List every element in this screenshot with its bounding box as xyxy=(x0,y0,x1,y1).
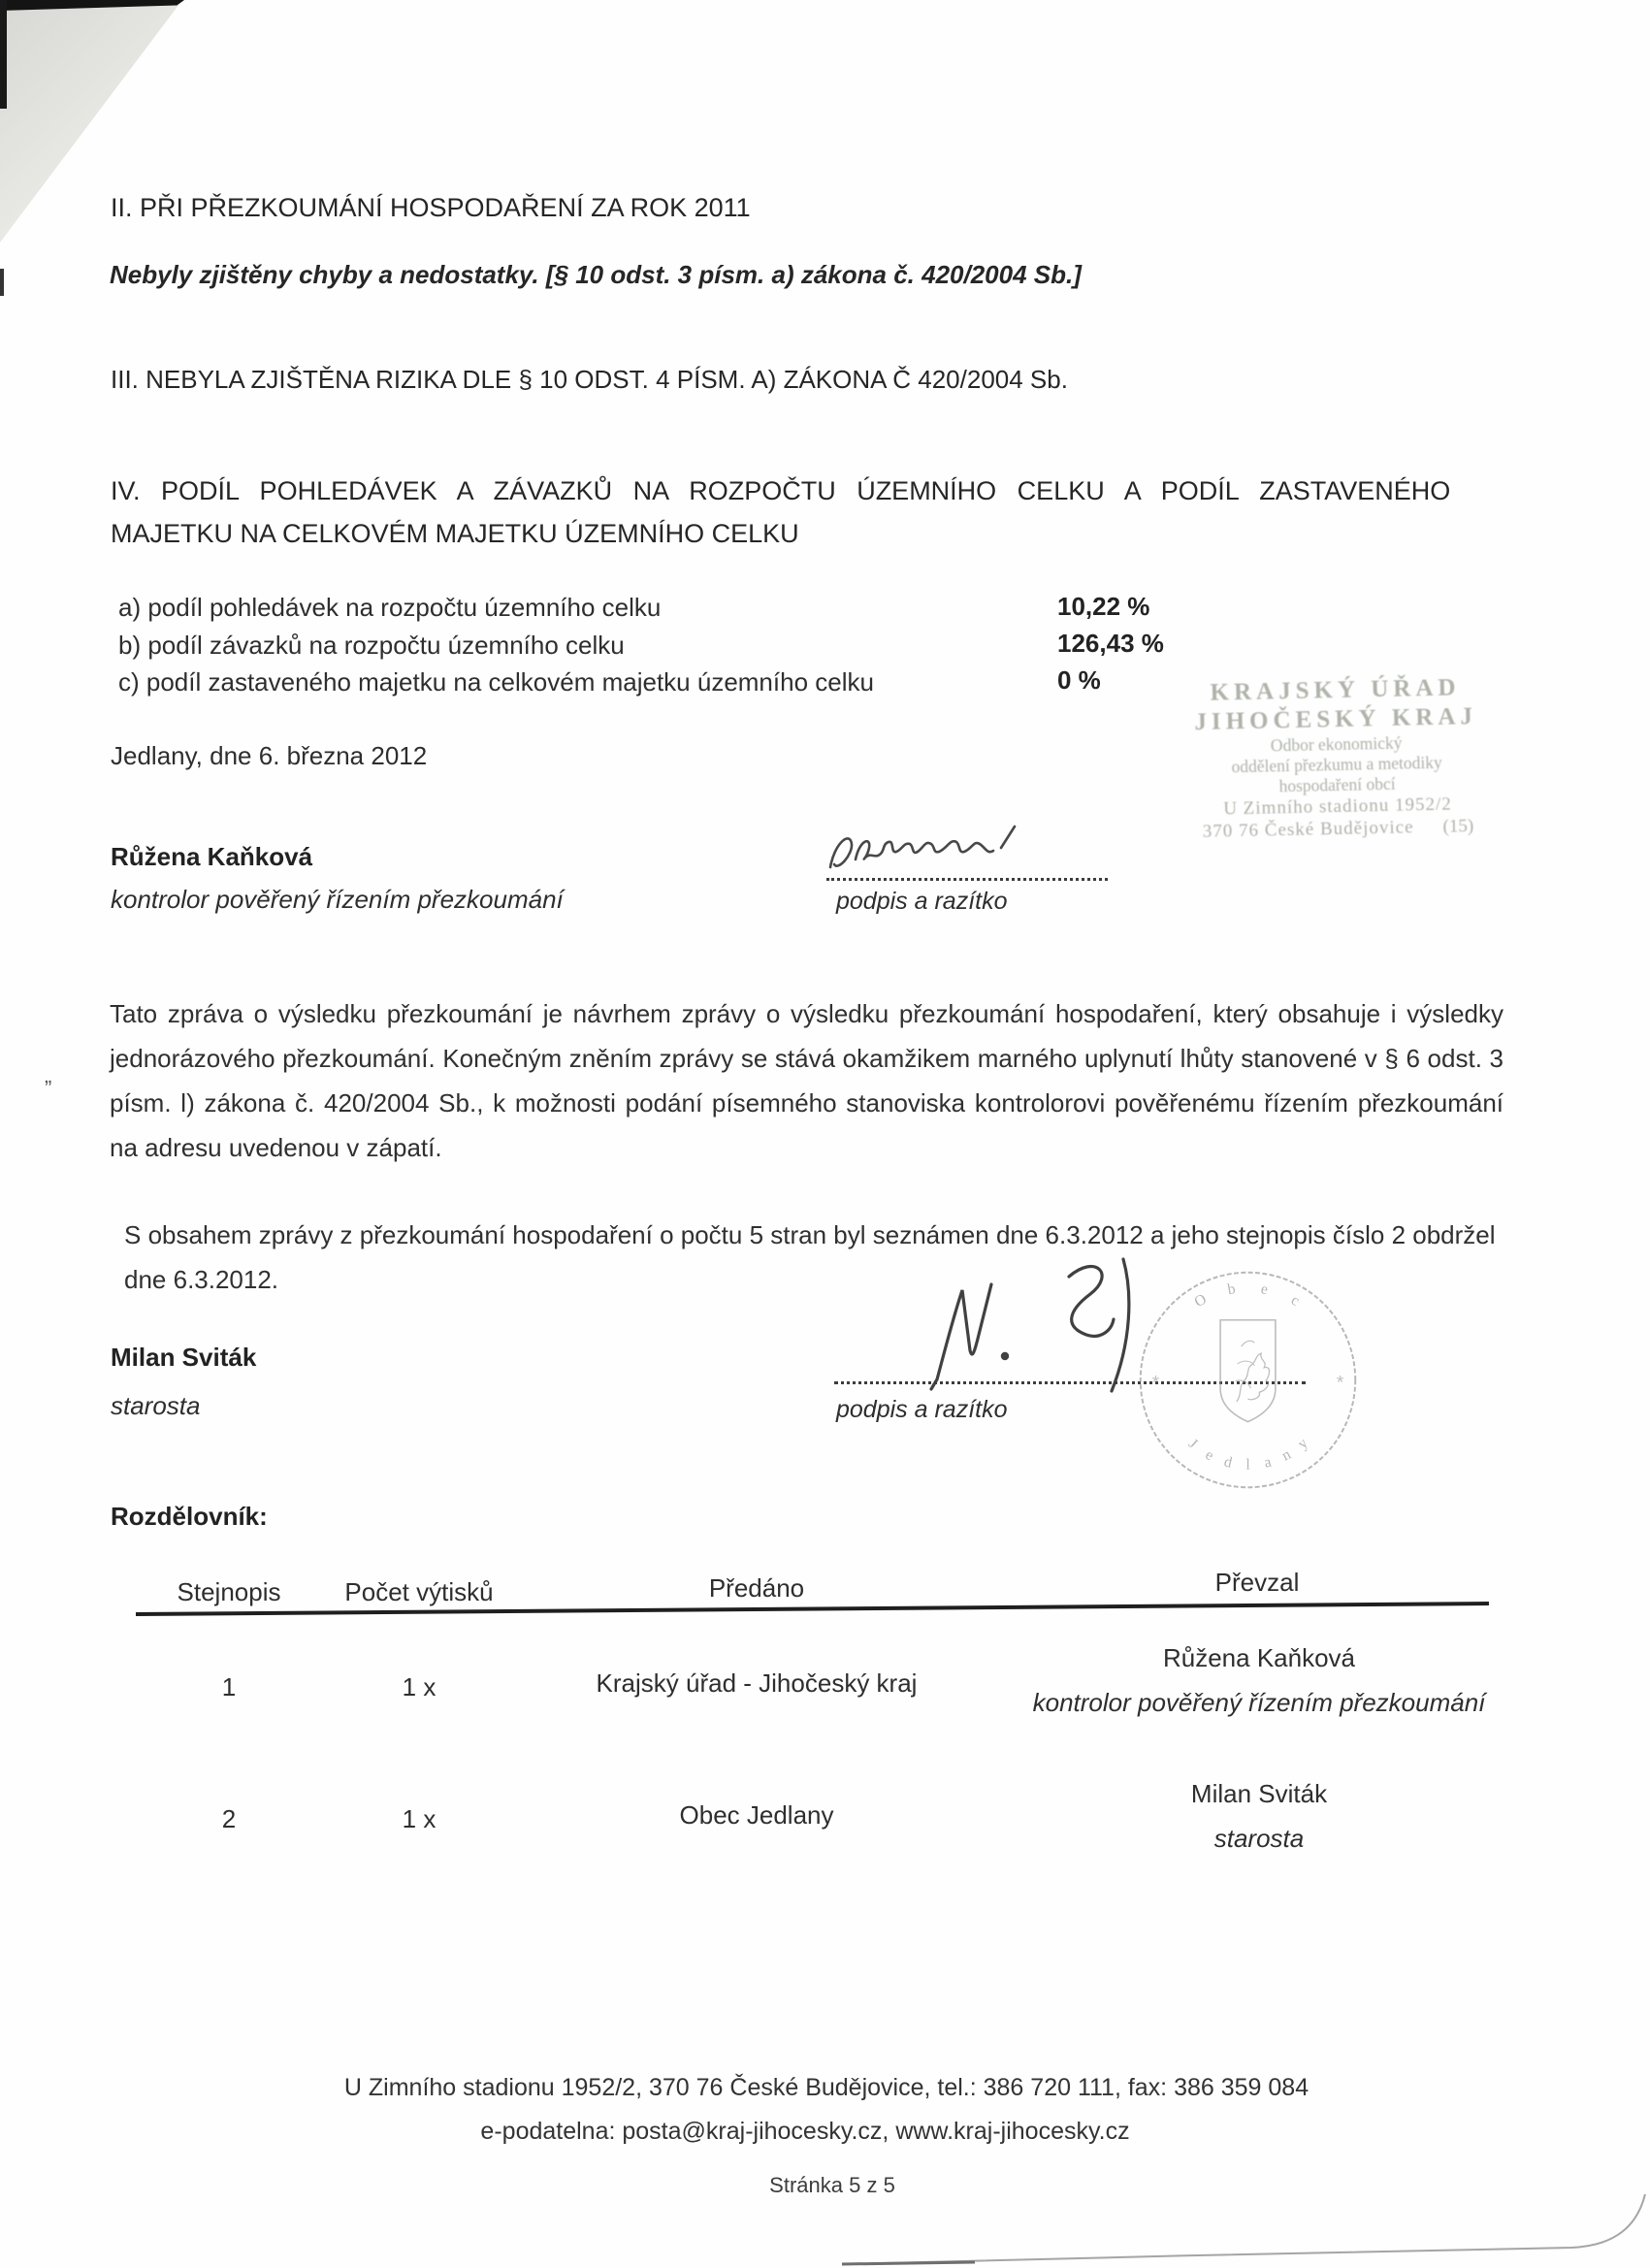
coat-of-arms-lion xyxy=(1220,1320,1276,1422)
place-date: Jedlany, dne 6. března 2012 xyxy=(111,741,428,770)
scanner-edge-bottom xyxy=(0,2183,1649,2268)
table-row-count: 1 x xyxy=(402,1672,436,1701)
regional-office-stamp xyxy=(1114,671,1559,845)
municipal-round-stamp xyxy=(1129,1261,1367,1499)
page-number: Stránka 5 z 5 xyxy=(769,2173,895,2197)
ratio-value: 126,43 % xyxy=(1057,629,1164,658)
controller-role: kontrolor pověřený řízením přezkoumání xyxy=(111,885,564,914)
finding-statement: Nebyly zjištěny chyby a nedostatky. [§ 10 odst. 3 písm. a) zákona č. 420/2004 Sb.] xyxy=(110,260,1082,289)
svg-text:d: d xyxy=(1222,1453,1234,1472)
stamp-line: hospodaření obcí xyxy=(1278,773,1396,796)
svg-text:n: n xyxy=(1278,1445,1294,1465)
table-header-rule xyxy=(136,1602,1489,1616)
svg-text:c: c xyxy=(1288,1291,1303,1310)
stamp-asterisk-right: * xyxy=(1336,1372,1344,1394)
svg-text:b: b xyxy=(1226,1280,1237,1299)
table-row-handed-to: Obec Jedlany xyxy=(679,1800,834,1830)
svg-text:l: l xyxy=(1245,1456,1250,1474)
svg-text:y: y xyxy=(1294,1435,1311,1453)
footer-contact: e-podatelna: posta@kraj-jihocesky.cz, www.kraj-jihocesky.cz xyxy=(480,2118,1130,2145)
scanner-edge-left xyxy=(0,0,7,109)
scanner-edge-left-lower xyxy=(0,269,4,296)
stamp-address: 370 76 České Budějovice xyxy=(1202,817,1414,842)
svg-text:a: a xyxy=(1262,1453,1274,1472)
section-iv-heading-line1: IV. PODÍL POHLEDÁVEK A ZÁVAZKŮ NA ROZPOČTU ÚZEMNÍHO CELKU A PODÍL ZASTAVENÉHO xyxy=(111,476,1451,505)
round-stamp-bottom-text xyxy=(1185,1435,1311,1473)
table-row-recipient-role: kontrolor pověřený řízením přezkoumání xyxy=(1032,1688,1486,1717)
controller-signature-line xyxy=(826,878,1108,881)
mayor-signature-caption: podpis a razítko xyxy=(836,1396,1008,1423)
column-header-pocet-vytisku: Počet výtisků xyxy=(344,1577,494,1606)
table-row-copy-no: 2 xyxy=(221,1804,237,1833)
svg-text:e: e xyxy=(1259,1280,1270,1299)
ratio-value: 0 % xyxy=(1057,665,1101,695)
scan-speck: „ xyxy=(45,1063,52,1087)
section-iii-heading: III. NEBYLA ZJIŠTĚNA RIZIKA DLE § 10 ODST. 4 PÍSM. A) ZÁKONA Č 420/2004 Sb. xyxy=(111,365,1068,394)
stamp-asterisk-left: * xyxy=(1151,1372,1160,1394)
column-header-prevzal: Převzal xyxy=(1214,1568,1300,1597)
controller-signature xyxy=(824,815,1028,885)
controller-name: Růžena Kaňková xyxy=(111,842,313,871)
table-row-handed-to: Krajský úřad - Jihočeský kraj xyxy=(596,1669,918,1698)
draft-notice-paragraph: Tato zpráva o výsledku přezkoumání je návrhem zprávy o výsledku přezkoumání hospodaření, který obsahuje i výsledky jednorázového přezkoumání. Konečným zněním zprávy se stává okamžikem marného uplynutí lhůty stanovené v § 6 odst. 3 písm. l) zákona č. 420/2004 Sb., k možnosti podání písemného stanoviska kontrolorovi pověřenému řízením přezkoumání na adresu uvedenou v zápatí. xyxy=(110,999,1504,1162)
ratio-label: a) podíl pohledávek na rozpočtu územního celku xyxy=(118,593,662,622)
column-header-stejnopis: Stejnopis xyxy=(177,1577,281,1606)
table-row-recipient-role: starosta xyxy=(1213,1824,1305,1853)
mayor-signature xyxy=(922,1253,1154,1401)
table-row-recipient-name: Milan Sviták xyxy=(1190,1779,1328,1808)
svg-text:O: O xyxy=(1191,1290,1210,1312)
ratio-value: 10,22 % xyxy=(1057,592,1150,621)
stamp-line: Odbor ekonomický xyxy=(1270,732,1403,756)
svg-text:e: e xyxy=(1202,1446,1216,1465)
section-iv-heading-line2: MAJETKU NA CELKOVÉM MAJETKU ÚZEMNÍHO CELKU xyxy=(111,519,799,548)
section-ii-heading: II. PŘI PŘEZKOUMÁNÍ HOSPODAŘENÍ ZA ROK 2011 xyxy=(111,193,751,222)
svg-text:J: J xyxy=(1184,1435,1201,1452)
stamp-line: JIHOČESKÝ KRAJ xyxy=(1194,702,1478,736)
column-header-predano: Předáno xyxy=(708,1573,805,1603)
round-stamp-top-text xyxy=(1192,1280,1303,1311)
table-row-recipient-name: Růžena Kaňková xyxy=(1162,1643,1356,1672)
table-row-copy-no: 1 xyxy=(221,1672,237,1701)
receipt-paragraph: S obsahem zprávy z přezkoumání hospodaření o počtu 5 stran byl seznámen dne 6.3.2012 a jeho stejnopis číslo 2 obdržel dne 6.3.2012. xyxy=(124,1220,1496,1294)
stamp-line: KRAJSKÝ ÚŘAD xyxy=(1210,674,1461,706)
stamp-line: oddělení přezkumu a metodiky xyxy=(1231,752,1442,777)
footer-address: U Zimního stadionu 1952/2, 370 76 České Budějovice, tel.: 386 720 111, fax: 386 359 084 xyxy=(343,2074,1310,2101)
ratio-label: b) podíl závazků na rozpočtu územního celku xyxy=(118,631,625,660)
table-row-count: 1 x xyxy=(402,1804,436,1833)
stamp-line: U Zimního stadionu 1952/2 xyxy=(1223,794,1453,820)
distribution-heading: Rozdělovník: xyxy=(111,1502,268,1531)
stamp-number: (15) xyxy=(1442,816,1474,837)
ratio-label: c) podíl zastaveného majetku na celkovém majetku územního celku xyxy=(118,667,874,697)
mayor-role: starosta xyxy=(111,1391,201,1420)
controller-signature-caption: podpis a razítko xyxy=(836,888,1008,915)
mayor-name: Milan Sviták xyxy=(111,1343,257,1372)
